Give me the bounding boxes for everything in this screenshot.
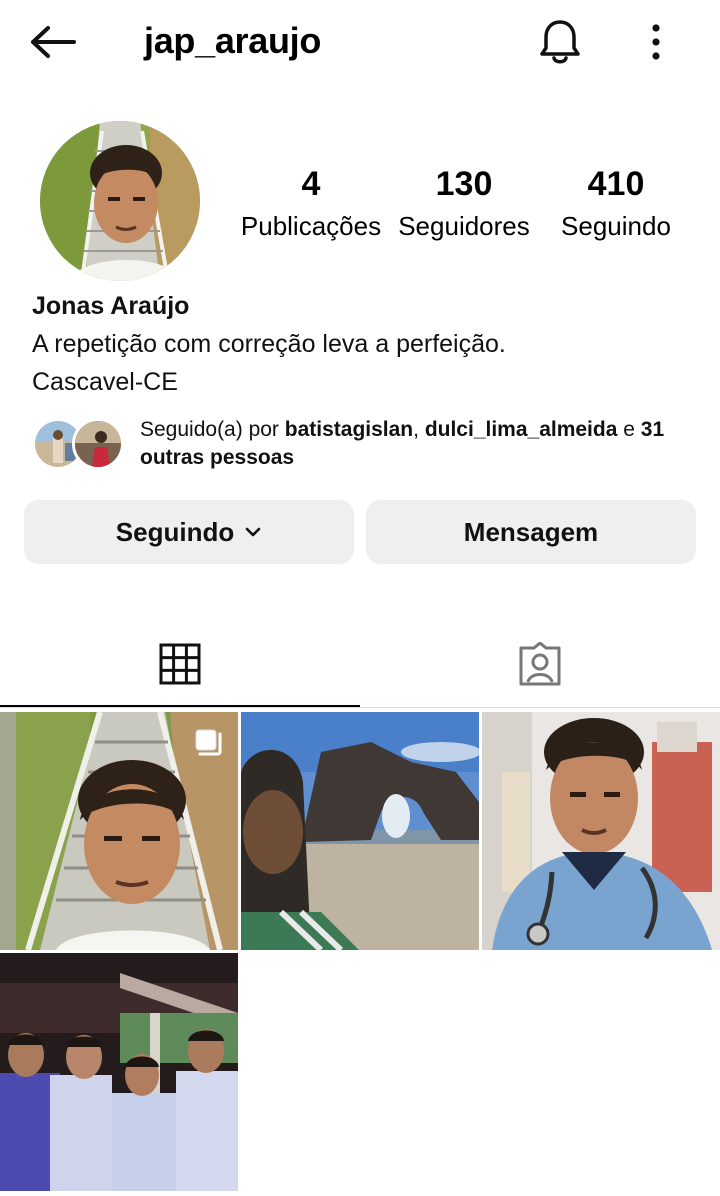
mutual-others-link[interactable]: 31 outras pessoas	[140, 418, 665, 469]
profile-avatar[interactable]	[40, 121, 200, 281]
mutual-followers-text	[140, 416, 700, 472]
profile-full-name: Jonas Araújo	[32, 292, 190, 320]
followers-count[interactable]	[389, 162, 539, 246]
post-thumbnail[interactable]	[0, 953, 238, 1191]
mutual-user-link[interactable]: dulci_lima_almeida	[424, 418, 618, 441]
arrow-left-icon	[28, 25, 78, 59]
mutual-followers[interactable]	[32, 414, 692, 478]
following-count[interactable]	[541, 162, 691, 246]
chevron-down-icon	[244, 526, 262, 538]
mutual-conjunction: e	[617, 418, 641, 441]
followers-count-label: Seguidores	[398, 211, 530, 241]
top-bar	[0, 0, 720, 84]
message-button[interactable]	[366, 500, 696, 564]
following-button-label: Seguindo	[115, 516, 235, 547]
profile-location: Cascavel-CE	[32, 368, 178, 396]
post-thumbnail[interactable]	[0, 712, 238, 950]
post-thumbnail[interactable]	[482, 712, 720, 950]
message-button-label: Mensagem	[463, 516, 599, 547]
tab-divider	[0, 707, 720, 708]
posts-count-label: Publicações	[240, 211, 382, 241]
multiple-photos-icon	[192, 726, 224, 758]
mutual-separator: ,	[413, 418, 425, 441]
tab-tagged[interactable]	[360, 620, 720, 708]
posts-count-value: 4	[301, 165, 321, 203]
mutual-avatar	[72, 418, 124, 470]
post-thumbnail[interactable]	[241, 712, 479, 950]
more-vertical-icon	[640, 18, 672, 66]
posts-count[interactable]	[236, 162, 386, 246]
profile-username: jap_araujo	[144, 20, 322, 61]
following-button[interactable]	[24, 500, 354, 564]
bell-icon	[535, 16, 585, 68]
tab-posts-grid[interactable]	[0, 620, 360, 708]
back-button[interactable]	[28, 18, 84, 66]
followers-count-value: 130	[435, 165, 493, 203]
profile-bio: A repetição com correção leva a perfeição.	[32, 330, 506, 358]
tagged-person-icon	[517, 642, 563, 686]
grid-icon	[159, 643, 201, 685]
following-count-label: Seguindo	[561, 211, 671, 241]
mutual-user-link[interactable]: batistagislan	[284, 418, 414, 441]
notifications-button[interactable]	[535, 16, 585, 68]
mutual-prefix: Seguido(a) por	[140, 418, 285, 441]
following-count-value: 410	[587, 165, 645, 203]
more-options-button[interactable]	[640, 18, 672, 66]
